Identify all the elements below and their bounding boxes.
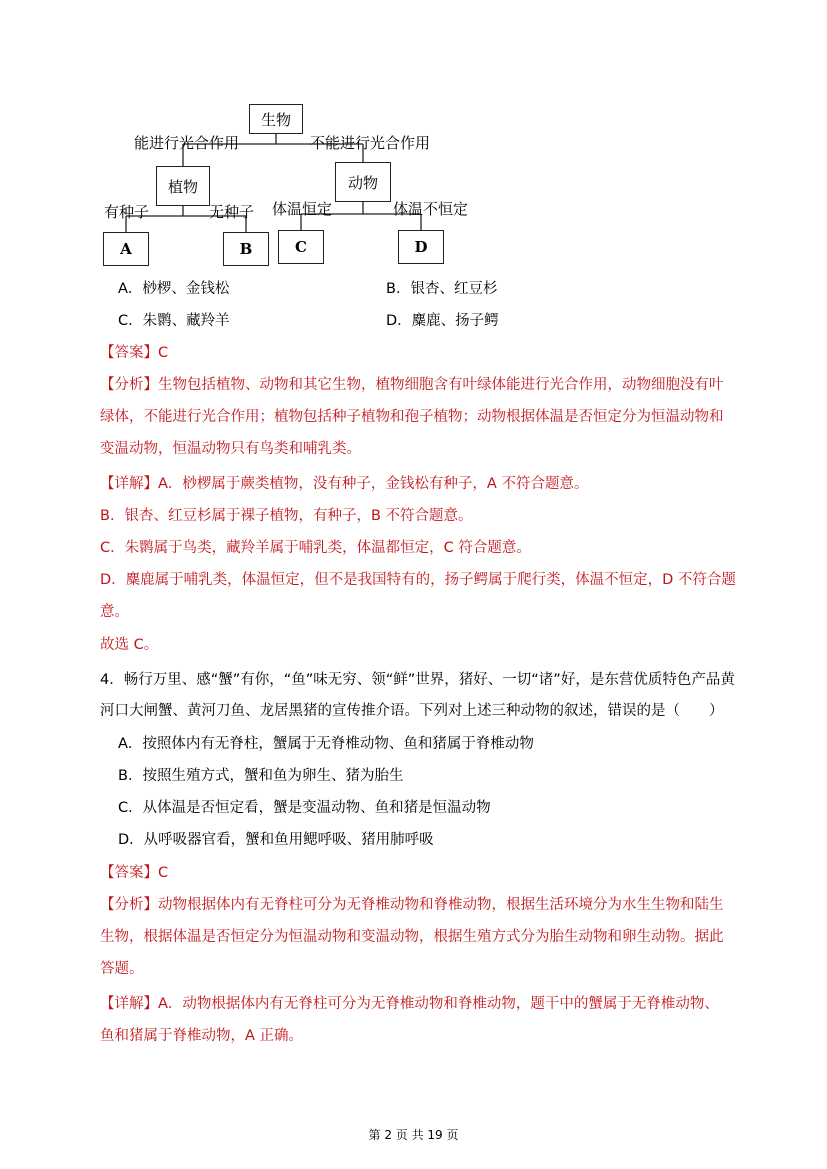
q3-option-b: B．银杏、红豆杉 <box>386 281 498 297</box>
edge-label-no-seeds: 无种子 <box>209 203 255 221</box>
node-b: B <box>223 232 269 266</box>
q4-option-c: C．从体温是否恒定看，蟹是变温动物、鱼和猪是恒温动物 <box>118 800 491 816</box>
q3-option-a: A．桫椤、金钱松 <box>118 281 230 297</box>
q3-conclusion: 故选 C。 <box>100 637 159 653</box>
edge-label-variable-temp: 体温不恒定 <box>393 200 469 218</box>
q3-detail-a: 【详解】A．桫椤属于蕨类植物，没有种子，金钱松有种子，A 不符合题意。 <box>100 476 589 492</box>
node-a: A <box>103 232 149 266</box>
q3-analysis-line-1: 【分析】生物包括植物、动物和其它生物，植物细胞含有叶绿体能进行光合作用，动物细胞没有叶 <box>100 377 724 393</box>
q3-analysis-line-2: 绿体，不能进行光合作用；植物包括种子植物和孢子植物；动物根据体温是否恒定分为恒温动物和 <box>100 409 724 425</box>
q4-option-b: B．按照生殖方式，蟹和鱼为卵生、猪为胎生 <box>118 768 404 784</box>
node-animal: 动物 <box>335 162 391 202</box>
classification-diagram <box>96 98 516 273</box>
q3-option-d: D．麋鹿、扬子鳄 <box>386 313 499 329</box>
q4-analysis-line-1: 【分析】动物根据体内有无脊柱可分为无脊椎动物和脊椎动物，根据生活环境分为水生生物和陆生 <box>100 897 724 913</box>
q4-detail-a-line-2: 鱼和猪属于脊椎动物，A 正确。 <box>100 1028 304 1044</box>
q3-detail-d-line-2: 意。 <box>100 604 129 620</box>
q4-stem-line-2: 河口大闸蟹、黄河刀鱼、龙居黑猪的宣传推介语。下列对上述三种动物的叙述，错误的是（ ） <box>100 703 724 719</box>
q3-answer: 【答案】C <box>100 345 169 361</box>
node-plant: 植物 <box>156 166 210 206</box>
q3-detail-b: B．银杏、红豆杉属于裸子植物，有种子，B 不符合题意。 <box>100 508 473 524</box>
node-organism: 生物 <box>249 104 303 134</box>
page-footer: 第 2 页 共 19 页 <box>368 1128 459 1142</box>
q4-analysis-line-3: 答题。 <box>100 961 144 977</box>
q3-detail-c: C．朱鹮属于鸟类，藏羚羊属于哺乳类，体温都恒定，C 符合题意。 <box>100 540 531 556</box>
q3-analysis-line-3: 变温动物，恒温动物只有鸟类和哺乳类。 <box>100 441 361 457</box>
node-c: C <box>278 230 324 264</box>
node-d: D <box>398 230 444 264</box>
q4-stem-line-1: 4．畅行万里、感“蟹”有你，“鱼”味无穷、领“鲜”世界，猪好、一切“诸”好，是东营优质特色产品黄 <box>100 672 735 688</box>
q4-option-d: D．从呼吸器官看，蟹和鱼用鳃呼吸、猪用肺呼吸 <box>118 832 434 848</box>
edge-label-seeds: 有种子 <box>104 203 150 221</box>
q4-detail-a-line-1: 【详解】A．动物根据体内有无脊柱可分为无脊椎动物和脊椎动物，题干中的蟹属于无脊椎动物、 <box>100 996 719 1012</box>
q4-answer: 【答案】C <box>100 865 169 881</box>
edge-label-no-photosynthesis: 不能进行光合作用 <box>310 134 431 152</box>
q3-option-c: C．朱鹮、藏羚羊 <box>118 313 230 329</box>
edge-label-photosynthesis: 能进行光合作用 <box>134 134 240 152</box>
q3-detail-d-line-1: D．麋鹿属于哺乳类，体温恒定，但不是我国特有的，扬子鳄属于爬行类，体温不恒定，D 不符合题 <box>100 572 736 588</box>
edge-label-constant-temp: 体温恒定 <box>272 200 333 218</box>
q4-option-a: A．按照体内有无脊柱，蟹属于无脊椎动物、鱼和猪属于脊椎动物 <box>118 736 534 752</box>
q4-analysis-line-2: 生物，根据体温是否恒定分为恒温动物和变温动物，根据生殖方式分为胎生动物和卵生动物。据此 <box>100 929 724 945</box>
